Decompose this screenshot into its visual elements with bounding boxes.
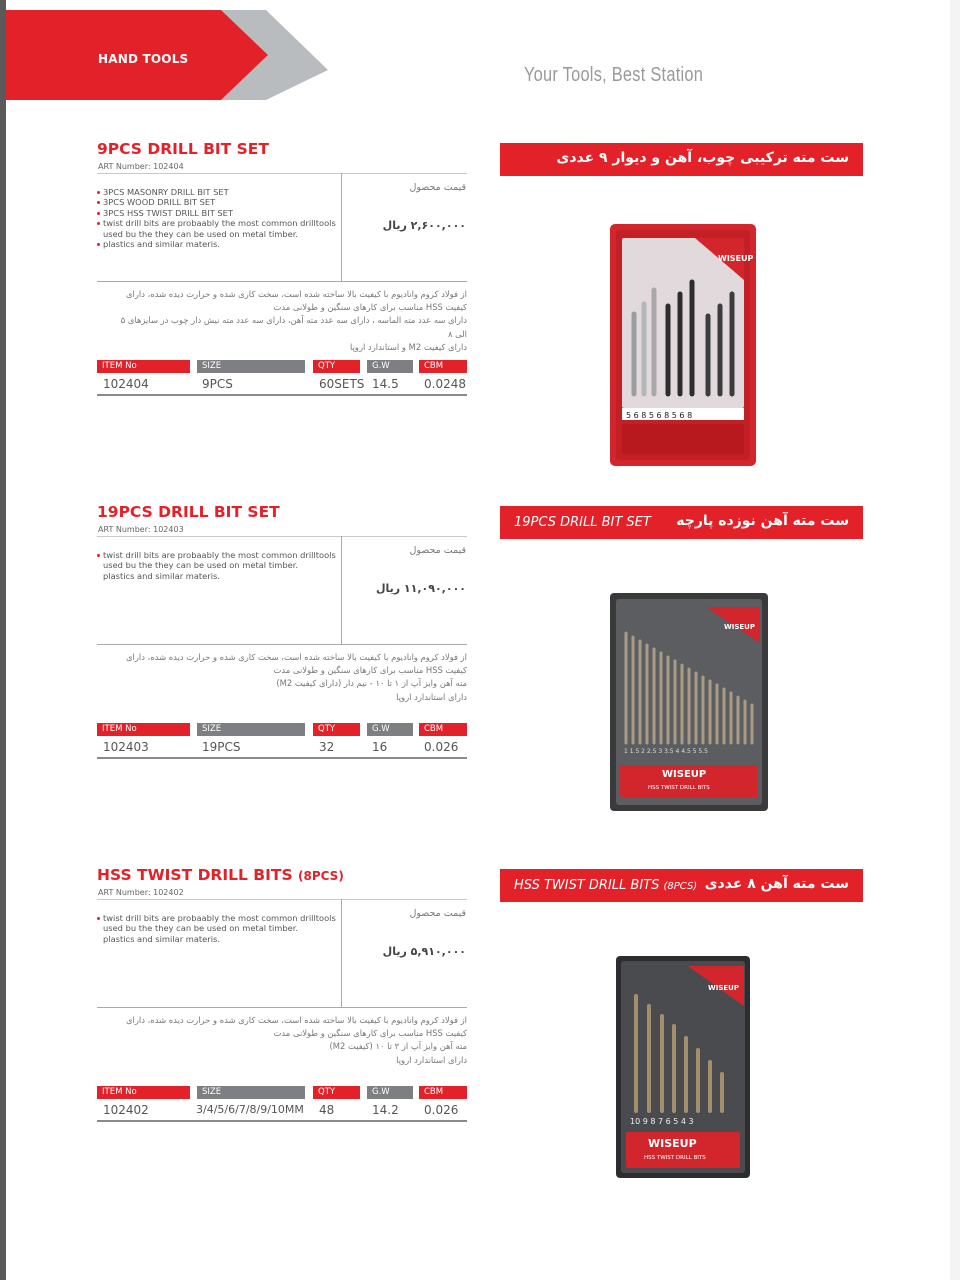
feature-item: plastics and similar materis. <box>103 933 220 944</box>
product-image-hss-8pcs <box>616 956 750 1178</box>
section-title: HAND TOOLS <box>98 52 189 66</box>
product-banner <box>500 143 863 176</box>
spec-label-cbm: CBM <box>419 360 467 373</box>
spec-label-item: ITEM No <box>97 1086 190 1099</box>
box-brand-text: WISEUP <box>662 769 707 780</box>
bit-sizes-text: 5 6 8 5 6 8 5 6 8 <box>626 411 693 420</box>
product-image-9pcs <box>610 224 756 466</box>
product-banner <box>500 869 863 902</box>
divider <box>97 757 467 759</box>
spec-qty: 48 <box>319 1103 335 1117</box>
divider <box>97 173 467 174</box>
feature-item: plastics and similar materis. <box>97 239 337 249</box>
divider <box>97 281 467 282</box>
spec-label-qty: QTY <box>313 360 360 373</box>
feature-item: twist drill bits are probaably the most common drilltools used bu the they can be used on metal timber. <box>97 913 337 934</box>
spec-cbm: 0.026 <box>424 740 459 754</box>
banner-title-en: 19PCS DRILL BIT SET <box>514 515 651 530</box>
tagline: Your Tools, Best Station <box>524 64 704 86</box>
box-brand-text: WISEUP <box>648 1137 697 1150</box>
spec-label-size: SIZE <box>197 723 305 736</box>
feature-item: 3PCS WOOD DRILL BIT SET <box>97 197 337 207</box>
spec-label-gw: G.W <box>367 360 413 373</box>
art-number: ART Number: 102404 <box>98 162 184 171</box>
price: ۵,۹۱۰,۰۰۰ ریال <box>382 945 466 958</box>
feature-list <box>97 913 337 944</box>
persian-description: از فولاد کروم وانادیوم با کیفیت بالا ساخته شده است، سخت کاری شده و حرارت دیده شده، دارای کیفیت HSS مناسب برای کارهای سنگین و طولانی مدت مته آهن وایز آپ از ۳ تا ۱۰ (کیفیت M2) دارای استاندارد اروپا <box>125 1015 467 1065</box>
divider <box>97 1120 467 1122</box>
price-label: قیمت محصول <box>409 545 466 556</box>
spec-label-size: SIZE <box>197 360 305 373</box>
divider <box>97 536 467 537</box>
spec-cbm: 0.026 <box>424 1103 459 1117</box>
page-edge <box>950 0 960 1280</box>
spec-label-size: SIZE <box>197 1086 305 1099</box>
divider <box>97 644 467 645</box>
banner-title-fa: ست مته ترکیبی چوب، آهن و دیوار ۹ عددی <box>556 150 849 166</box>
price: ۲,۶۰۰,۰۰۰ ریال <box>382 219 466 232</box>
spec-label-cbm: CBM <box>419 1086 467 1099</box>
product-image-19pcs <box>610 593 768 811</box>
spec-table <box>97 360 467 396</box>
divider <box>341 899 342 1007</box>
price-label: قیمت محصول <box>409 182 466 193</box>
price-label: قیمت محصول <box>409 908 466 919</box>
product-title: 9PCS DRILL BIT SET <box>97 140 269 158</box>
divider <box>341 536 342 644</box>
divider <box>97 899 467 900</box>
spec-gw: 14.5 <box>372 377 399 391</box>
banner-title-fa: ست مته آهن نوزده پارچه <box>676 513 849 529</box>
catalog-page <box>6 0 950 1280</box>
feature-list <box>97 187 337 249</box>
price: ۱۱,۰۹۰,۰۰۰ ریال <box>375 582 466 595</box>
spec-item-no: 102404 <box>103 377 149 391</box>
brand-logo-text: WISEUP <box>708 984 739 992</box>
box-label-text: HSS TWIST DRILL BITS <box>644 1155 706 1161</box>
spec-qty: 60SETS <box>319 377 365 391</box>
spec-cbm: 0.0248 <box>424 377 466 391</box>
spec-gw: 16 <box>372 740 388 754</box>
divider <box>341 173 342 281</box>
spec-size: 9PCS <box>202 377 233 391</box>
spec-label-item: ITEM No <box>97 723 190 736</box>
feature-item: twist drill bits are probaably the most common drilltools used bu the they can be used on metal timber. <box>97 218 337 239</box>
spec-label-item: ITEM No <box>97 360 190 373</box>
bit-sizes-text: 1 1.5 2 2.5 3 3.5 4 4.5 5 5.5 <box>624 748 708 755</box>
spec-label-gw: G.W <box>367 1086 413 1099</box>
product-title: 19PCS DRILL BIT SET <box>97 503 280 521</box>
spec-label-cbm: CBM <box>419 723 467 736</box>
art-number: ART Number: 102402 <box>98 888 184 897</box>
bit-sizes-text: 10 9 8 7 6 5 4 3 <box>630 1117 694 1126</box>
spec-label-qty: QTY <box>313 723 360 736</box>
box-label-text: HSS TWIST DRILL BITS <box>648 785 710 791</box>
spec-table <box>97 1086 467 1122</box>
banner-title-en: HSS TWIST DRILL BITS (8PCS) <box>514 878 698 893</box>
spec-label-gw: G.W <box>367 723 413 736</box>
banner-title-fa: ست مته آهن ۸ عددی <box>704 876 849 892</box>
spec-size: 3/4/5/6/7/8/9/10MM <box>196 1103 304 1116</box>
spec-size: 19PCS <box>202 740 241 754</box>
spec-gw: 14.2 <box>372 1103 399 1117</box>
persian-description: از فولاد کروم وانادیوم با کیفیت بالا ساخته شده است، سخت کاری شده و حرارت دیده شده، دارای کیفیت HSS مناسب برای کارهای سنگین و طولانی مدت دارای سه عدد مته الماسه ، دارای سه عدد مته آهن، دارای سه عدد مته نیش دار چوب در سایزهای ۵ الی ۸ دارای کیفیت M2 و استاندارد اروپا <box>120 289 467 352</box>
spec-label-qty: QTY <box>313 1086 360 1099</box>
feature-item: 3PCS HSS TWIST DRILL BIT SET <box>97 208 337 218</box>
spec-qty: 32 <box>319 740 335 754</box>
persian-description: از فولاد کروم وانادیوم با کیفیت بالا ساخته شده است، سخت کاری شده و حرارت دیده شده، دارای کیفیت HSS مناسب برای کارهای سنگین و طولانی مدت مته آهن وایز آپ از ۱ تا ۱۰ - نیم دار (دارای کیفیت M2) دارای استاندارد اروپا <box>125 652 467 702</box>
divider <box>97 1007 467 1008</box>
feature-item: plastics and similar materis. <box>103 570 220 581</box>
divider <box>97 394 467 396</box>
spec-item-no: 102403 <box>103 740 149 754</box>
brand-logo-text: WISEUP <box>724 623 755 631</box>
spec-table <box>97 723 467 759</box>
feature-item: twist drill bits are probaably the most common drilltools used bu the they can be used on metal timber. <box>97 550 337 571</box>
spec-item-no: 102402 <box>103 1103 149 1117</box>
feature-item: 3PCS MASONRY DRILL BIT SET <box>97 187 337 197</box>
product-banner <box>500 506 863 539</box>
feature-list <box>97 550 337 581</box>
product-title: HSS TWIST DRILL BITS (8PCS) <box>97 866 344 884</box>
brand-logo-text: WISEUP <box>718 254 754 263</box>
art-number: ART Number: 102403 <box>98 525 184 534</box>
